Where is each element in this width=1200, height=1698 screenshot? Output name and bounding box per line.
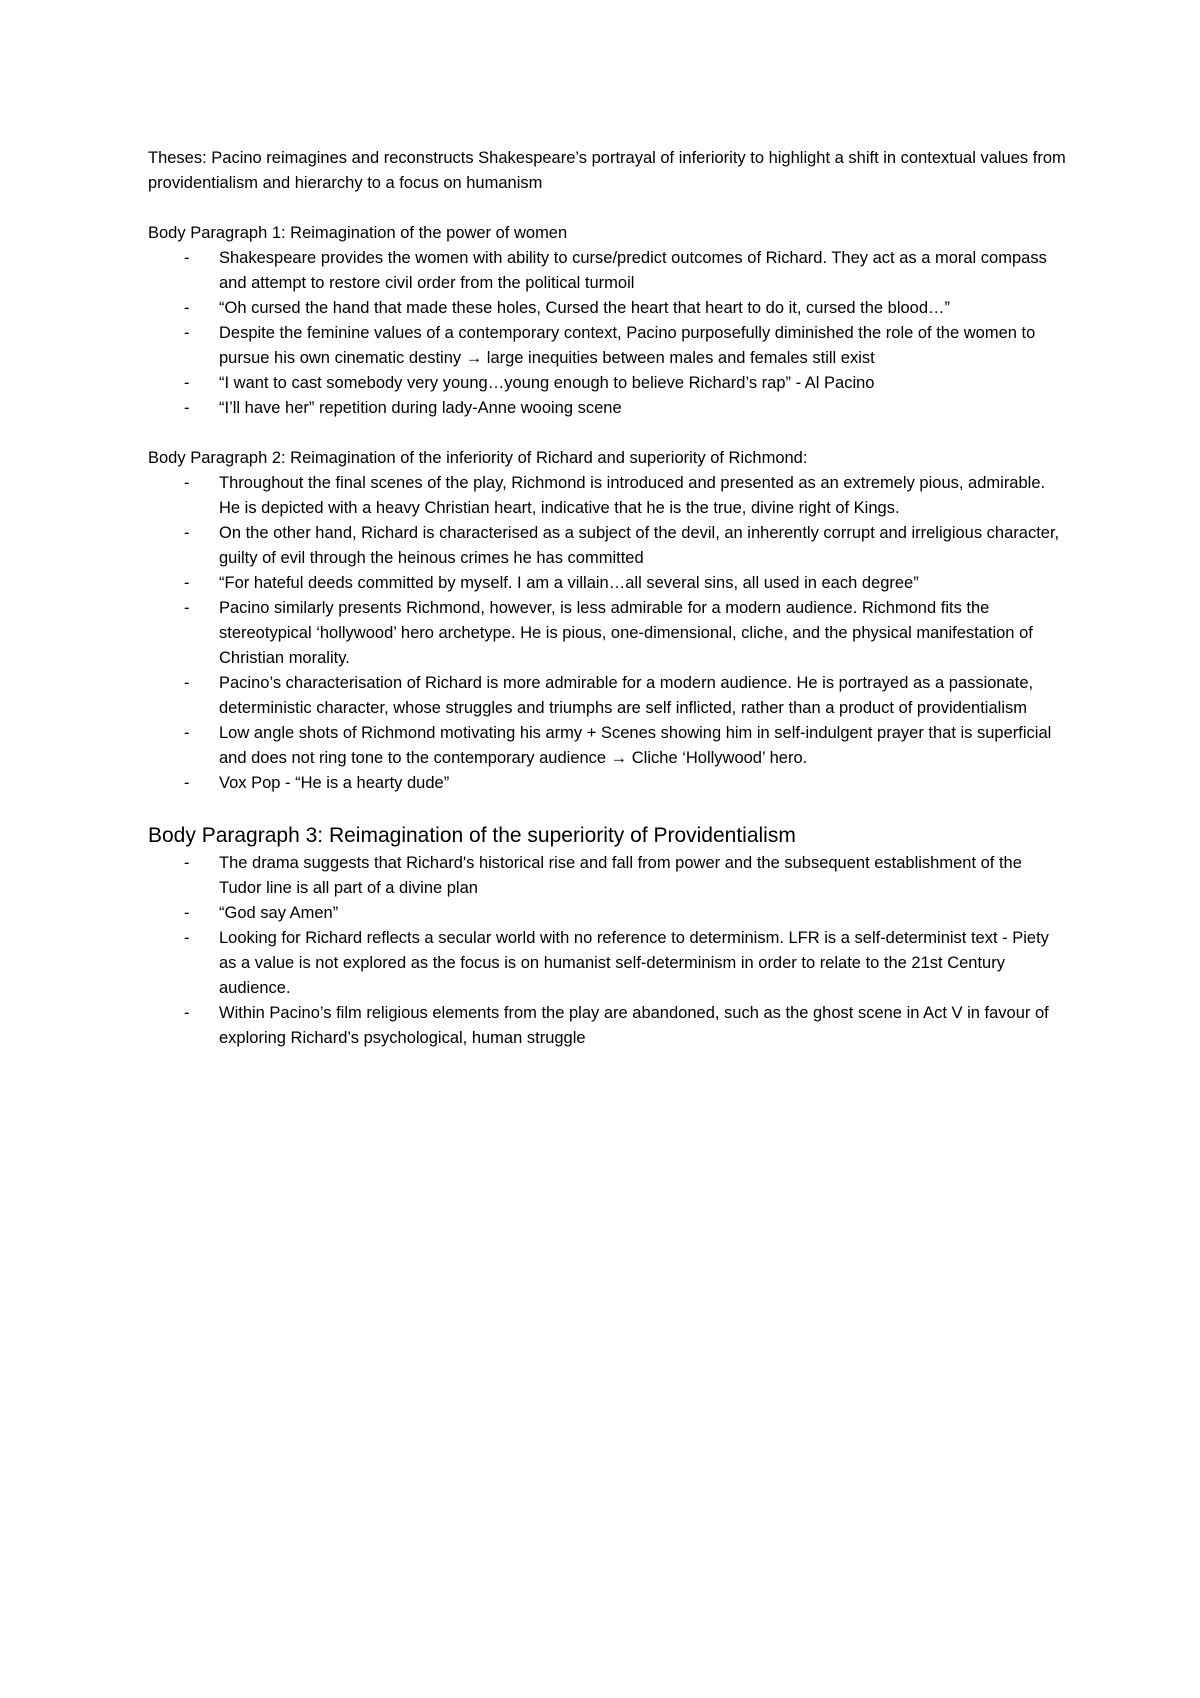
list-item-text: “God say Amen” (219, 904, 339, 922)
section-title: Body Paragraph 3: Reimagination of the superiority of Providentialism (148, 824, 796, 847)
list-item (148, 671, 1068, 721)
bullet-dash: - (184, 574, 190, 592)
list-item (148, 396, 1068, 421)
list-item-text: Shakespeare provides the women with ability to curse/predict outcomes of Richard. They act as a moral compass and attempt to restore civil order from the political turmoil (219, 249, 1047, 292)
bullet-dash: - (184, 599, 190, 617)
list-item (148, 246, 1068, 296)
list-item-text: The drama suggests that Richard's historical rise and fall from power and the subsequent establishment of the Tudor line is all part of a divine plan (219, 854, 1022, 897)
list-item-text: Throughout the final scenes of the play, Richmond is introduced and presented as an extremely pious, admirable. He is depicted with a heavy Christian heart, indicative that he is the true, divine right of Kings. (219, 474, 1046, 517)
section-title: Body Paragraph 2: Reimagination of the inferiority of Richard and superiority of Richmond: (148, 449, 808, 467)
list-item (148, 771, 1068, 796)
section-title: Body Paragraph 1: Reimagination of the power of women (148, 224, 568, 242)
list-item-text: “Oh cursed the hand that made these holes, Cursed the heart that heart to do it, cursed the blood…” (219, 299, 951, 317)
bullet-dash: - (184, 474, 190, 492)
list-item-text: Looking for Richard reflects a secular world with no reference to determinism. LFR is a self-determinist text - Piety as a value is not explored as the focus is on humanist self-determinism in order to relate to the 21st Century audience. (219, 929, 1049, 997)
bullet-dash: - (184, 249, 190, 267)
list-item (148, 571, 1068, 596)
list-item (148, 296, 1068, 321)
list-item-text: Low angle shots of Richmond motivating his army + Scenes showing him in self-indulgent prayer that is superficial and does not ring tone to the contemporary audience → Cliche ‘Hollywood’ hero. (219, 724, 1052, 767)
list-item-text: Pacino similarly presents Richmond, however, is less admirable for a modern audience. Richmond fits the stereotypical ‘hollywood’ hero archetype. He is pious, one-dimensional, cliche, and the physical manifestation of Christian morality. (219, 599, 1033, 667)
list-item-text: On the other hand, Richard is characterised as a subject of the devil, an inherently corrupt and irreligious character, guilty of evil through the heinous crimes he has committed (219, 524, 1060, 567)
list-item-text: Pacino’s characterisation of Richard is more admirable for a modern audience. He is portrayed as a passionate, deterministic character, whose struggles and triumphs are self inflicted, rather than a product of providentialism (219, 674, 1034, 717)
list-item-text: Vox Pop - “He is a hearty dude” (219, 774, 450, 792)
section-body-paragraph-3 (148, 821, 1068, 1051)
bullet-dash: - (184, 399, 190, 417)
bullet-dash: - (184, 674, 190, 692)
bullet-dash: - (184, 724, 190, 742)
section-body-paragraph-2 (148, 446, 1068, 796)
bullet-dash: - (184, 904, 190, 922)
list-item (148, 596, 1068, 671)
list-item-text: “I’ll have her” repetition during lady-Anne wooing scene (219, 399, 622, 417)
bullet-dash: - (184, 929, 190, 947)
bullet-dash: - (184, 299, 190, 317)
list-item (148, 926, 1068, 1001)
list-item (148, 321, 1068, 371)
list-item (148, 851, 1068, 901)
list-item (148, 1001, 1068, 1051)
bullet-dash: - (184, 854, 190, 872)
bullet-dash: - (184, 324, 190, 342)
list-item (148, 521, 1068, 571)
list-item-text: “I want to cast somebody very young…young enough to believe Richard’s rap” - Al Pacino (219, 374, 875, 392)
document-page (148, 146, 1068, 1076)
bullet-dash: - (184, 1004, 190, 1022)
bullet-list (148, 471, 1068, 796)
bullet-dash: - (184, 524, 190, 542)
list-item (148, 721, 1068, 771)
list-item-text: Despite the feminine values of a contemporary context, Pacino purposefully diminished the role of the women to pursue his own cinematic destiny → large inequities between males and females still exist (219, 324, 1036, 367)
list-item-text: Within Pacino’s film religious elements from the play are abandoned, such as the ghost scene in Act V in favour of exploring Richard’s psychological, human struggle (219, 1004, 1049, 1047)
bullet-list (148, 246, 1068, 421)
list-item (148, 371, 1068, 396)
section-body-paragraph-1 (148, 221, 1068, 421)
list-item (148, 471, 1068, 521)
bullet-dash: - (184, 774, 190, 792)
bullet-list (148, 851, 1068, 1051)
list-item (148, 901, 1068, 926)
thesis-statement: Theses: Pacino reimagines and reconstructs Shakespeare’s portrayal of inferiority to highlight a shift in contextual values from providentialism and hierarchy to a focus on humanism (148, 149, 1066, 192)
bullet-dash: - (184, 374, 190, 392)
list-item-text: “For hateful deeds committed by myself. I am a villain…all several sins, all used in each degree” (219, 574, 919, 592)
